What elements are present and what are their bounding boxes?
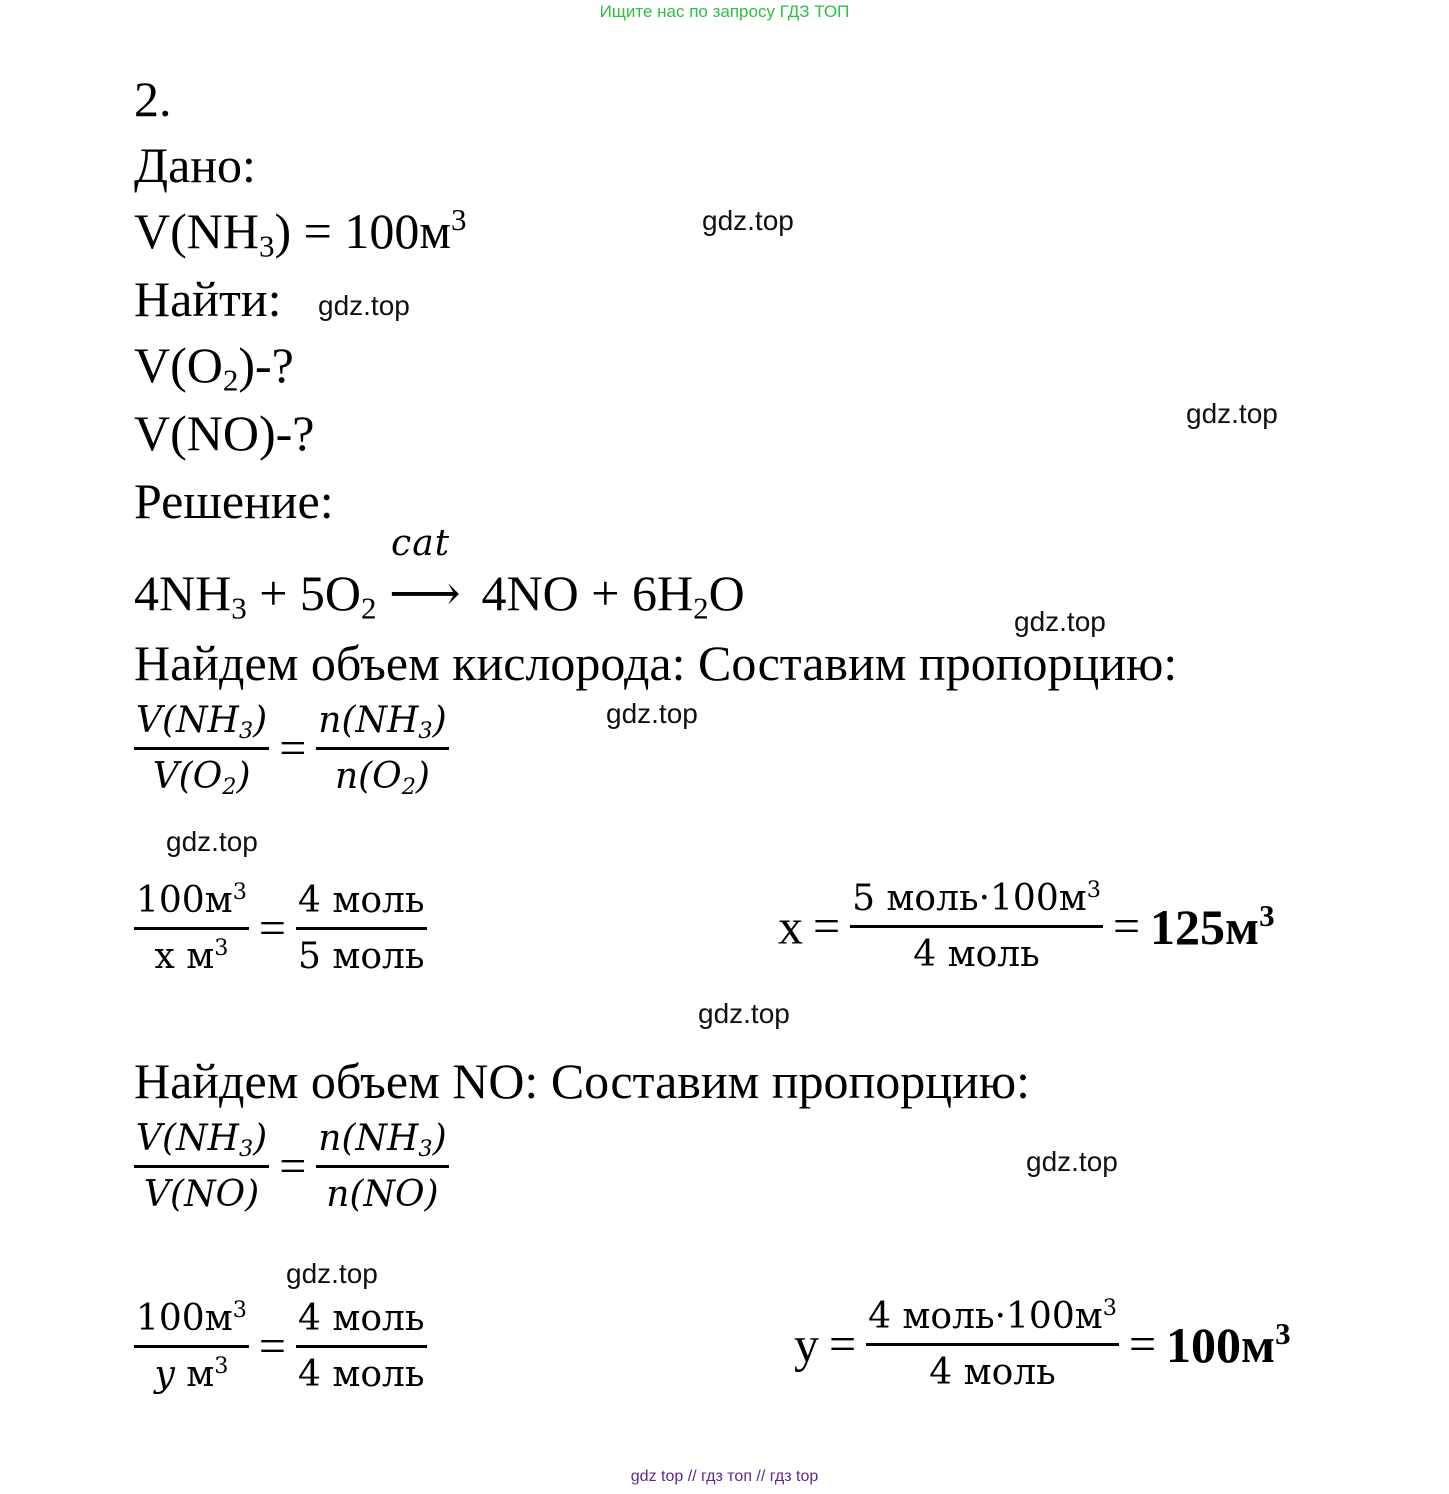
watermark: gdz.top — [698, 998, 790, 1029]
task-number: 2. — [134, 71, 172, 127]
watermark: gdz.top — [606, 698, 698, 729]
no-numeric-proportion: $\frac{100м^3}{y м^3}$ = $\frac{\text{4 моль}}{\text{4 моль}}$ — [136, 1297, 425, 1395]
watermark: gdz.top — [702, 205, 794, 236]
oxygen-numeric-proportion: $\frac{100м^3}{х м^3}$ = $\frac{\text{4 моль}}{\text{5 моль}}$ — [136, 879, 425, 977]
given-label: Дано: — [134, 137, 256, 193]
given-volume-nh3: $V(NH_3) = 100м^3$ — [134, 202, 467, 264]
watermark: gdz.top — [1014, 606, 1106, 637]
fraction-v-ratio: $\frac{V(NH_3)}{V(NO)}$ — [136, 1118, 268, 1215]
footer-watermark: gdz top // гдз топ // гдз top — [630, 1468, 819, 1485]
fraction-volume: $\frac{100м^3}{х м^3}$ — [136, 879, 247, 977]
fraction-volume: $\frac{100м^3}{y м^3}$ — [136, 1297, 247, 1395]
catalyst-label: cat — [391, 523, 451, 564]
catalyst-arrow: cat ⟶ — [389, 523, 461, 621]
find-volume-no: V(NO)-? — [134, 405, 315, 461]
solution-label: Решение: — [134, 473, 334, 529]
fraction-v-ratio: $\frac{V(NH_3)}{V(O_2)}$ — [136, 700, 268, 801]
no-result: $100м^3$ — [1166, 1315, 1291, 1373]
fraction-n-ratio: $\frac{n(NH_3)}{n(NO)}$ — [318, 1118, 447, 1215]
no-heading: Найдем объем NO: Составим пропорцию: — [134, 1053, 1031, 1109]
watermark: gdz.top — [1186, 398, 1278, 429]
fraction-moles: $\frac{\text{4 моль}}{\text{5 моль}}$ — [298, 880, 425, 977]
top-banner: Ищите нас по запросу ГДЗ ТОП — [599, 2, 850, 21]
watermark: gdz.top — [166, 826, 258, 857]
watermark: gdz.top — [1026, 1146, 1118, 1177]
fraction-x: $\frac{5 моль\cdot 100м^3}{\text{4 моль}}$ — [852, 877, 1101, 975]
oxygen-heading: Найдем объем кислорода: Составим пропорцию: — [134, 635, 1178, 691]
reaction-equation: $4NH_3 + 5O_2$ cat ⟶ $4NO + 6H_2O$ — [134, 523, 745, 626]
find-volume-o2: $V(O_2)-$? — [134, 337, 294, 398]
oxygen-result-equation: x = $\frac{5 моль\cdot 100м^3}{\text{4 моль}}$ = $125м^3$ — [778, 877, 1275, 975]
watermark: gdz.top — [318, 290, 410, 321]
watermark: gdz.top — [286, 1258, 378, 1289]
fraction-y: $\frac{4 моль\cdot 100м^3}{\text{4 моль}}$ — [868, 1295, 1117, 1393]
find-label: Найти: — [134, 271, 282, 327]
oxygen-formula-proportion: $\frac{V(NH_3)}{V(O_2)}$ = $\frac{n(NH_3)}{n(O_2)}$ — [136, 700, 447, 801]
oxygen-result: $125м^3$ — [1150, 897, 1275, 955]
no-result-equation: y = $\frac{4 моль\cdot 100м^3}{\text{4 моль}}$ = $100м^3$ — [794, 1295, 1291, 1393]
fraction-moles: $\frac{\text{4 моль}}{\text{4 моль}}$ — [298, 1298, 425, 1395]
no-formula-proportion: $\frac{V(NH_3)}{V(NO)}$ = $\frac{n(NH_3)}{n(NO)}$ — [136, 1118, 447, 1215]
fraction-n-ratio: $\frac{n(NH_3)}{n(O_2)}$ — [318, 700, 447, 801]
